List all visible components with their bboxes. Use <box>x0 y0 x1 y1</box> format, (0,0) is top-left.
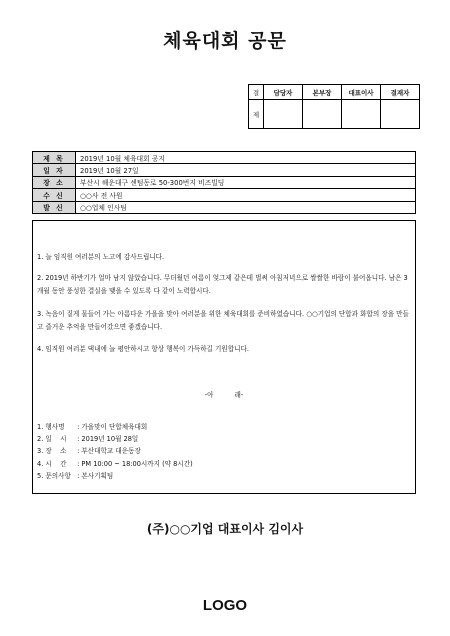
document-title: 체육대회 공문 <box>163 30 287 52</box>
info-row-sender <box>33 201 416 213</box>
detail-item <box>37 458 193 470</box>
detail-key: 5. 문의사항 <box>37 471 71 480</box>
paragraph-2: 2. 2019년 하반기가 얼마 남지 않았습니다. 무더웠던 여름이 엊그제 같은데 벌써 아침저녁으로 쌀쌀한 바람이 불어옵니다. 남은 3개월 동안 풍성한 결실을 맺을 수 있도록 다 같이 노력합시다. <box>37 274 408 295</box>
detail-key: 3. 장 소 <box>37 447 67 456</box>
logo: LOGO <box>202 597 248 614</box>
detail-key: 4. 시 간 <box>37 459 67 468</box>
detail-item <box>37 445 193 457</box>
info-row-place <box>33 176 416 188</box>
approval-header-director: 본부장 <box>303 85 342 100</box>
detail-item <box>37 433 193 445</box>
approval-box <box>248 84 420 129</box>
approval-header-staff: 담당자 <box>264 85 303 100</box>
info-table <box>32 151 416 214</box>
detail-key: 1. 행사명 <box>37 423 65 431</box>
detail-key: 2. 일 시 <box>37 435 67 444</box>
info-value: ○○업체 인사팀 <box>76 201 416 213</box>
approval-sign-approver <box>381 100 420 129</box>
approval-side-bottom: 제 <box>249 100 264 129</box>
approval-sign-ceo <box>342 100 381 129</box>
info-label: 일 자 <box>33 164 76 176</box>
approval-sign-director <box>303 100 342 129</box>
detail-value: : 2019년 10월 28일 <box>77 435 139 444</box>
info-value: 부산시 해운대구 센텀동로 50-300번지 비즈빌딩 <box>76 176 416 188</box>
info-row-recipient <box>33 189 416 201</box>
detail-item <box>37 470 193 482</box>
paragraph-3: 3. 녹음이 짙게 물들어 가는 아름다운 가을을 맞아 여러분을 위한 체육대회를 준비하였습니다. ○○기업의 단합과 화합의 장을 만들고 즐거운 추억을 만들어갔으면 좋겠습니다. <box>37 310 409 331</box>
info-value: 2019년 10월 27일 <box>76 164 416 176</box>
notice-center-mark: -아 래- <box>204 391 244 399</box>
approval-header-approver: 결재자 <box>381 85 420 100</box>
info-label: 발 신 <box>33 201 76 213</box>
info-label: 수 신 <box>33 189 76 201</box>
detail-value: : 가을맞이 단합체육대회 <box>77 423 148 431</box>
detail-value: : PM 10:00 ~ 18:00시까지 (약 8시간) <box>77 459 193 468</box>
approval-sign-staff <box>264 100 303 129</box>
info-row-subject <box>33 152 416 164</box>
info-value: ○○사 전 사원 <box>76 189 416 201</box>
detail-value: : 부산대학교 대운동장 <box>77 447 141 456</box>
detail-list <box>37 421 193 482</box>
signature-line: (주)○○기업 대표이사 김이사 <box>146 522 304 536</box>
paragraph-1: 1. 늘 임직원 여러분의 노고에 감사드립니다. <box>37 253 165 261</box>
info-row-date <box>33 164 416 176</box>
info-label: 제 목 <box>33 152 76 164</box>
approval-side-top: 결 <box>249 85 264 100</box>
paragraph-4: 4. 임직원 여러분 댁내에 늘 평안하시고 항상 행복이 가득하길 기원합니다. <box>37 345 249 353</box>
body-box <box>32 220 416 494</box>
detail-value: : 본사기획팀 <box>77 471 114 480</box>
detail-item <box>37 421 193 433</box>
info-value: 2019년 10월 체육대회 공지 <box>76 152 416 164</box>
approval-header-ceo: 대표이사 <box>342 85 381 100</box>
info-label: 장 소 <box>33 176 76 188</box>
